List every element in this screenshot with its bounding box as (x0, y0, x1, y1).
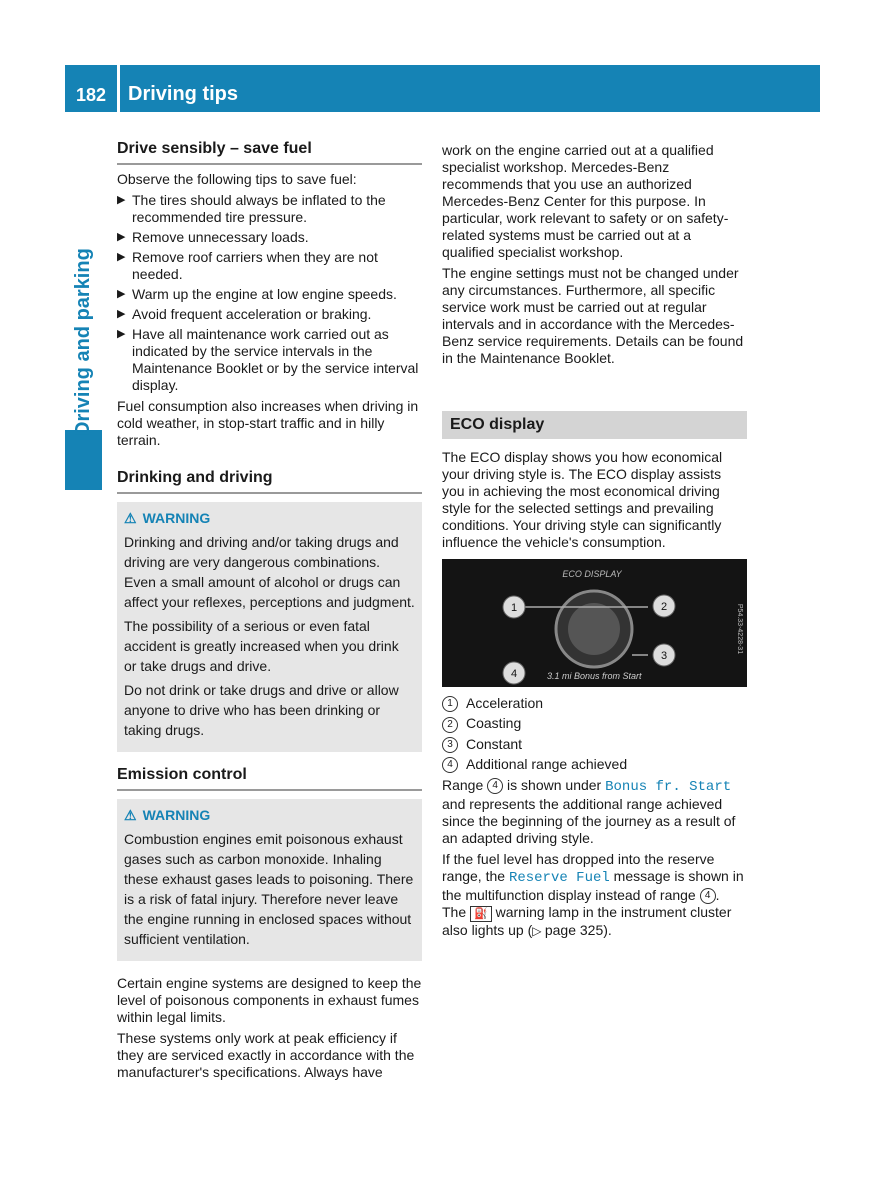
legend-item: 1 Acceleration (442, 695, 747, 712)
page-number: 182 (75, 85, 107, 105)
fuel-warning-lamp-icon: ⛽ (470, 906, 492, 922)
save-fuel-outro: Fuel consumption also increases when driving in cold weather, in stop-start traffic and in hilly terrain. (117, 398, 419, 448)
left-column (117, 140, 422, 1085)
eco-bonus-text: 3.1 mi Bonus from Start (547, 671, 642, 681)
callout-1: 1 (510, 602, 518, 614)
list-item: ▶ Remove roof carriers when they are not needed. (117, 249, 378, 282)
emission-para: These systems only work at peak efficiency if they are serviced exactly in accordance with the manufacturer's specifications. Always have (117, 1030, 415, 1080)
warning-text: Do not drink or take drugs and drive or allow anyone to drive who has been drinking or taking drugs. (124, 682, 399, 738)
section-title-save-fuel: Drive sensibly – save fuel (117, 140, 422, 165)
list-item: ▶ Have all maintenance work carried out as indicated by the service intervals in the Maintenance Booklet or by the service interval display. (117, 326, 419, 393)
legend-item: 2 Coasting (442, 715, 747, 732)
eco-legend (442, 695, 747, 773)
fuel-tips-list (117, 192, 422, 394)
legend-item: 4 Additional range achieved (442, 756, 747, 773)
legend-item: 3 Constant (442, 736, 747, 753)
eco-reserve-para: If the fuel level has dropped into the reserve range, the Reserve Fuel message is shown in the multifunction display instead of range 4 . The ⛽ warning lamp in the instrument cluster also lights up (▷ page 325). (442, 851, 744, 939)
eco-display-image (442, 559, 747, 687)
callout-4: 4 (510, 668, 518, 680)
bullet-arrow-icon: ▶ (117, 328, 126, 340)
bullet-arrow-icon: ▶ (117, 194, 126, 206)
side-tab-marker (65, 430, 102, 490)
callout-number-icon: 3 (442, 737, 458, 753)
callout-number-icon: 4 (487, 778, 503, 794)
callout-number-icon: 1 (442, 696, 458, 712)
section-title-emission: Emission control (117, 766, 422, 791)
eco-display-illustration (442, 559, 747, 687)
warning-label: WARNING (142, 807, 211, 823)
eco-range-para: Range 4 is shown under Bonus fr. Start and represents the additional range achieved since the beginning of the journey as a result of an adapted driving style. (442, 777, 736, 847)
warning-box-drinking (117, 502, 422, 752)
page-title: Driving tips (128, 83, 239, 105)
section-title-eco-display: ECO display (442, 411, 747, 439)
warning-text: Combustion engines emit poisonous exhaust gases such as carbon monoxide. Inhaling these exhaust gases leads to poisoning. There is a risk of fatal injury. Therefore never leave the engine running in enclosed spaces without sufficient ventilation. (124, 831, 414, 947)
bullet-arrow-icon: ▶ (117, 308, 126, 320)
warning-box-emission (117, 799, 422, 961)
right-column (442, 142, 747, 944)
warning-triangle-icon: ⚠ (124, 510, 137, 526)
callout-number-icon: 4 (700, 888, 716, 904)
list-item: ▶ The tires should always be inflated to the recommended tire pressure. (117, 192, 386, 225)
warning-label: WARNING (142, 510, 211, 526)
warning-triangle-icon: ⚠ (124, 807, 137, 823)
display-message: Bonus fr. Start (605, 779, 732, 796)
side-tab-label: Driving and parking (72, 248, 94, 436)
image-code: P54.33-4228-31 (736, 603, 743, 655)
list-item: ▶ Avoid frequent acceleration or braking. (117, 306, 372, 322)
warning-text: The possibility of a serious or even fatal accident is greatly increased when you drink or take drugs and drive. (124, 618, 399, 674)
section-title-drinking: Drinking and driving (117, 469, 422, 494)
eco-screen-title: ECO DISPLAY (562, 569, 622, 579)
list-item: ▶ Remove unnecessary loads. (117, 229, 309, 245)
save-fuel-intro: Observe the following tips to save fuel: (117, 171, 357, 187)
callout-number-icon: 2 (442, 717, 458, 733)
list-item: ▶ Warm up the engine at low engine speeds. (117, 286, 397, 302)
eco-intro: The ECO display shows you how economical your driving style is. The ECO display assists you in achieving the most economical driving style for the selected settings and prevailing conditions. Your driving style can significantly influence the vehicle's consumption. (442, 449, 723, 550)
page-reference-arrow-icon: ▷ (532, 924, 545, 939)
continued-para: work on the engine carried out at a qualified specialist workshop. Mercedes-Benz recommends that you use an authorized Mercedes-Benz Center for this purpose. In particular, work relevant to safety or on safety-related systems must be carried out at a qualified specialist workshop. (442, 142, 729, 260)
bullet-arrow-icon: ▶ (117, 288, 126, 300)
callout-2: 2 (660, 601, 668, 613)
emission-para: Certain engine systems are designed to keep the level of poisonous components in exhaust fumes within legal limits. (117, 975, 422, 1025)
bullet-arrow-icon: ▶ (117, 231, 126, 243)
page-reference-link[interactable]: page 325 (544, 922, 604, 939)
continued-para: The engine settings must not be changed under any circumstances. Furthermore, all specific service work must be carried out at regular intervals and in accordance with the Mercedes-Benz service requirements. Details can be found in the Maintenance Booklet. (442, 265, 744, 366)
callout-3: 3 (660, 650, 668, 662)
bullet-arrow-icon: ▶ (117, 251, 126, 263)
callout-number-icon: 4 (442, 757, 458, 773)
display-message: Reserve Fuel (508, 870, 610, 887)
header-divider (117, 65, 120, 112)
warning-text: Drinking and driving and/or taking drugs and driving are very dangerous combinations. Even a small amount of alcohol or drugs can affect your reflexes, perceptions and judgment. (124, 534, 415, 610)
